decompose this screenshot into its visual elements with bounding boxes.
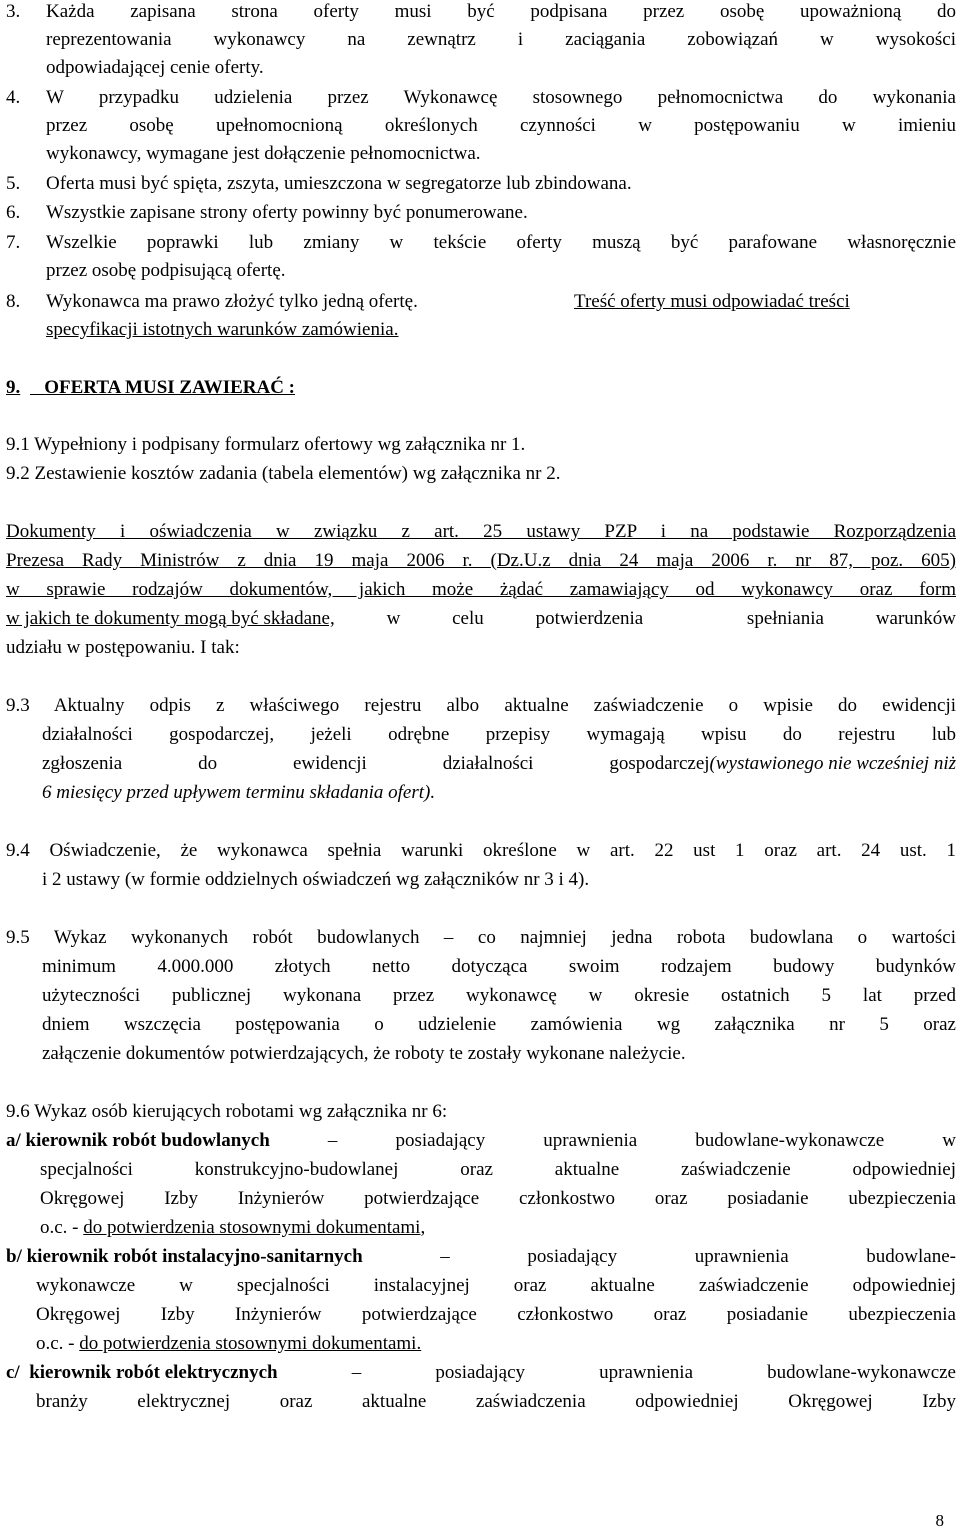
docs-line-4b: w celu potwierdzenia spełniania warunków (334, 608, 956, 629)
docs-line-4a: w jakich te dokumenty mogą być składane, (6, 608, 335, 629)
item-6-line-1: Wszystkie zapisane strony oferty powinny być ponumerowane. (46, 202, 528, 223)
item-9-5-line-3: użyteczności publicznej wykonana przez wykonawcę w okresie ostatnich 5 lat przed (42, 985, 956, 1006)
item-9-6-c-lead: c/ kierownik robót elektrycznych (6, 1362, 278, 1383)
item-8-line-1b: Treść oferty musi odpowiadać treści (574, 291, 850, 312)
item-7-number: 7. (6, 232, 21, 253)
item-8-line-2: specyfikacji istotnych warunków zamówienia. (46, 319, 399, 340)
item-4-number: 4. (6, 87, 21, 108)
item-9-6-b-line-3: Okręgowej Izby Inżynierów potwierdzające członkostwo oraz posiadanie ubezpieczenia (36, 1304, 956, 1325)
item-9-2: 9.2 Zestawienie kosztów zadania (tabela elementów) wg załącznika nr 2. (6, 463, 561, 484)
item-9-6-a-line-4a: o.c. - (40, 1217, 84, 1238)
docs-line-1: Dokumenty i oświadczenia w związku z art. 25 ustawy PZP i na podstawie Rozporządzenia (6, 521, 956, 542)
item-9-5-line-4: dniem wszczęcia postępowania o udzielenie zamówienia wg załącznika nr 5 oraz (42, 1014, 956, 1035)
item-5-line-1: Oferta musi być spięta, zszyta, umieszczona w segregatorze lub zbindowana. (46, 173, 632, 194)
item-9-3-line-4: 6 miesięcy przed upływem terminu składania ofert). (42, 782, 436, 803)
item-9-5-line-2: minimum 4.000.000 złotych netto dotycząca swoim rodzajem budowy budynków (42, 956, 956, 977)
item-9-3-line-3a: zgłoszenia do ewidencji działalności gospodarczej (42, 753, 710, 774)
item-9-6-line-1: 9.6 Wykaz osób kierujących robotami wg załącznika nr 6: (6, 1101, 448, 1122)
item-9-3-line-2: działalności gospodarczej, jeżeli odrębne przepisy wymagają wpisu do rejestru lub (42, 724, 956, 745)
section-9-heading (30, 376, 295, 400)
item-9-6-b-line-4b: do potwierdzenia stosownymi dokumentami. (79, 1333, 422, 1354)
item-3-line-2: reprezentowania wykonawcy na zewnątrz i zaciągania zobowiązań w wysokości (46, 29, 956, 50)
item-5-number: 5. (6, 173, 21, 194)
item-4-line-3: wykonawcy, wymagane jest dołączenie pełnomocnictwa. (46, 143, 481, 164)
item-9-5-line-1: 9.5 Wykaz wykonanych robót budowlanych – co najmniej jedna robota budowlana o wartości (6, 927, 956, 948)
item-9-1: 9.1 Wypełniony i podpisany formularz ofertowy wg załącznika nr 1. (6, 434, 526, 455)
item-9-6-a-line-4b: do potwierdzenia stosownymi dokumentami (83, 1217, 421, 1238)
item-7-line-1: Wszelkie poprawki lub zmiany w tekście oferty muszą być parafowane własnoręcznie (46, 232, 956, 253)
docs-line-4 (6, 607, 956, 631)
item-9-3-line-3 (42, 752, 956, 776)
section-9-number: 9. (6, 377, 21, 398)
item-8-number: 8. (6, 291, 21, 312)
item-9-6-c-line-2: branży elektrycznej oraz aktualne zaświadczenia odpowiedniej Okręgowej Izby (36, 1391, 956, 1412)
item-9-6-a-line-4c: , (420, 1217, 426, 1238)
item-4-line-2: przez osobę upełnomocnioną określonych czynności w postępowaniu w imieniu (46, 115, 956, 136)
item-7-line-2: przez osobę podpisującą ofertę. (46, 260, 286, 281)
item-9-6-b-lead: b/ kierownik robót instalacyjno-sanitarnych (6, 1246, 363, 1267)
item-4-line-1: W przypadku udzielenia przez Wykonawcę stosownego pełnomocnictwa do wykonania (46, 87, 956, 108)
item-3-number: 3. (6, 1, 21, 22)
item-9-3-line-1: 9.3 Aktualny odpis z właściwego rejestru albo aktualne zaświadczenie o wpisie do ewidencji (6, 695, 956, 716)
item-9-4-line-2: i 2 ustawy (w formie oddzielnych oświadczeń wg załączników nr 3 i 4). (42, 869, 590, 890)
docs-line-3: w sprawie rodzajów dokumentów, jakich może żądać zamawiający od wykonawcy oraz form (6, 579, 956, 600)
item-9-6-a-line-2: specjalności konstrukcyjno-budowlanej oraz aktualne zaświadczenie odpowiedniej (40, 1159, 956, 1180)
item-9-6-b-line-4 (36, 1332, 421, 1356)
item-6-number: 6. (6, 202, 21, 223)
item-9-6-a-line-1 (6, 1129, 956, 1153)
item-9-6-b-line-1 (6, 1245, 956, 1269)
item-9-3-line-3b: (wystawionego nie wcześniej niż (709, 753, 956, 774)
item-9-5-line-5: załączenie dokumentów potwierdzających, że roboty te zostały wykonane należycie. (42, 1043, 686, 1064)
item-9-6-b-line-2: wykonawcze w specjalności instalacyjnej oraz aktualne zaświadczenie odpowiedniej (36, 1275, 956, 1296)
item-9-6-a-line-3: Okręgowej Izby Inżynierów potwierdzające członkostwo oraz posiadanie ubezpieczenia (40, 1188, 956, 1209)
item-9-6-c-line-1 (6, 1361, 956, 1385)
item-3-line-1: Każda zapisana strona oferty musi być podpisana przez osobę upoważnioną do (46, 1, 956, 22)
item-9-6-c-rest: – posiadający uprawnienia budowlane-wykonawcze (277, 1362, 956, 1383)
item-3-line-3: odpowiadającej cenie oferty. (46, 57, 264, 78)
item-9-4-line-1: 9.4 Oświadczenie, że wykonawca spełnia warunki określone w art. 22 ust 1 oraz art. 24 ust. 1 (6, 840, 956, 861)
item-9-6-a-rest: – posiadający uprawnienia budowlane-wykonawcze w (269, 1130, 956, 1151)
docs-line-5: udziału w postępowaniu. I tak: (6, 637, 240, 658)
docs-line-2: Prezesa Rady Ministrów z dnia 19 maja 2006 r. (Dz.U.z dnia 24 maja 2006 r. nr 87, poz. 605) (6, 550, 956, 571)
item-9-6-a-lead: a/ kierownik robót budowlanych (6, 1130, 270, 1151)
item-9-6-b-rest: – posiadający uprawnienia budowlane- (362, 1246, 956, 1267)
item-9-6-a-line-4 (40, 1216, 425, 1240)
item-8-line-1a: Wykonawca ma prawo złożyć tylko jedną ofertę. (46, 291, 418, 312)
page-number: 8 (935, 1511, 944, 1530)
item-9-6-b-line-4a: o.c. - (36, 1333, 80, 1354)
section-9-heading-text: OFERTA MUSI ZAWIERAĆ : (44, 377, 296, 398)
